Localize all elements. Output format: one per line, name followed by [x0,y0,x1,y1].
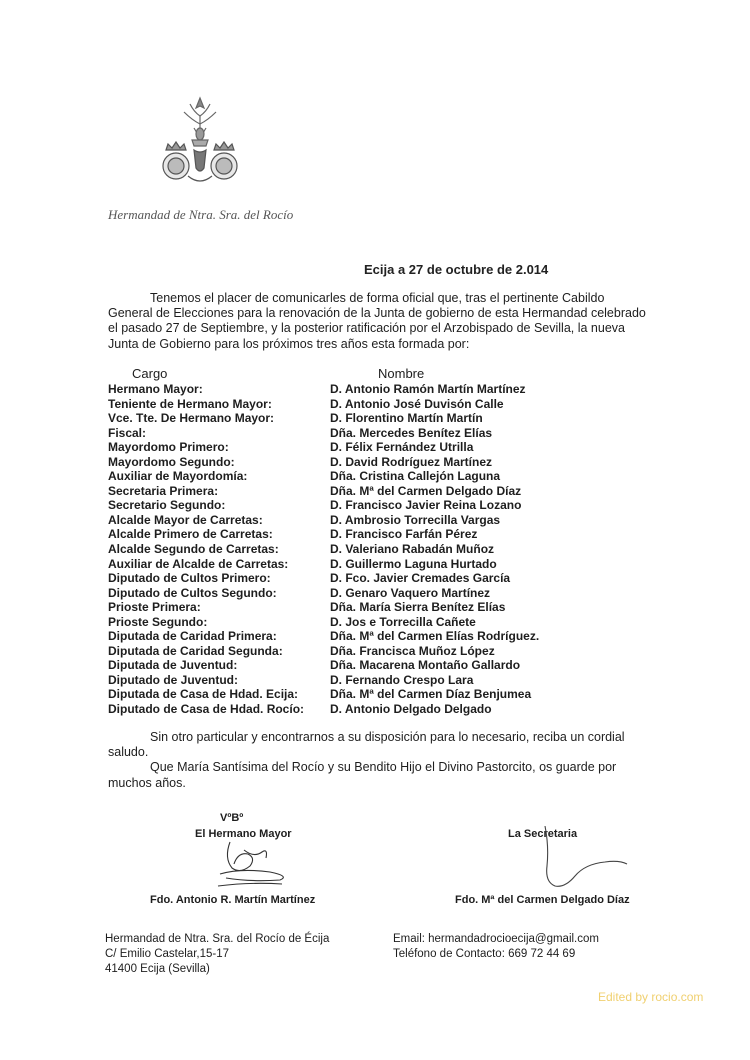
roster-row [108,426,588,441]
roster-row [108,600,588,615]
roster-nombre: Dña. María Sierra Benítez Elías [330,600,506,615]
closing-text-1: Sin otro particular y encontrarnos a su disposición para lo necesario, reciba un cordial saludo. [108,730,625,760]
letter-date: Ecija a 27 de octubre de 2.014 [364,262,549,277]
roster-nombre: D. Jos e Torrecilla Cañete [330,614,476,629]
roster-row [108,702,588,717]
roster-nombre: D. Antonio Ramón Martín Martínez [330,382,526,396]
roster-nombre: Dña. Cristina Callejón Laguna [330,469,501,484]
roster-nombre: D. Valeriano Rabadán Muñoz [330,542,495,557]
roster-cargo: Diputada de Casa de Hdad. Ecija: [108,687,299,702]
roster-cargo: Alcalde Segundo de Carretas: [108,542,279,557]
roster-row [108,615,588,630]
roster-cargo: Hermano Mayor: [108,382,203,396]
board-roster [108,366,588,717]
roster-nombre: D. Francisco Farfán Pérez [330,527,478,542]
editor-watermark: Edited by rocio.com [598,990,704,1004]
roster-cargo: Mayordomo Segundo: [108,454,235,469]
footer-address [105,932,329,977]
roster-nombre: Dña. Mª del Carmen Elías Rodríguez. [330,629,540,644]
roster-row [108,513,588,528]
signer-role-right: La Secretaria [508,828,578,840]
roster-cargo: Diputada de Caridad Primera: [108,629,277,644]
roster-row [108,571,588,586]
roster-row [108,382,588,397]
intro-paragraph [108,291,648,352]
roster-nombre: Dña. Macarena Montaño Gallardo [330,658,521,673]
roster-nombre: Dña. Francisca Muñoz López [330,643,495,658]
roster-cargo: Alcalde Primero de Carretas: [108,527,273,542]
header-nombre: Nombre [378,366,425,381]
roster-nombre: Dña. Mercedes Benítez Elías [330,425,493,440]
roster-cargo: Diputado de Cultos Primero: [108,571,271,586]
roster-cargo: Diputado de Casa de Hdad. Rocío: [108,702,305,717]
roster-cargo: Diputado de Juventud: [108,672,238,687]
roster-row [108,658,588,673]
roster-nombre: D. Guillermo Laguna Hurtado [330,556,497,571]
roster-row [108,397,588,412]
signer-name-right: Fdo. Mª del Carmen Delgado Díaz [455,894,630,906]
roster-cargo: Diputada de Juventud: [108,658,238,673]
roster-cargo: Alcalde Mayor de Carretas: [108,512,263,527]
roster-row [108,527,588,542]
roster-row [108,542,588,557]
roster-row [108,644,588,659]
roster-cargo: Prioste Primera: [108,600,201,615]
contact-phone: Teléfono de Contacto: 669 72 44 69 [393,948,576,960]
roster-cargo: Prioste Segundo: [108,614,208,629]
roster-row [108,557,588,572]
roster-row [108,411,588,426]
roster-nombre: D. Fernando Crespo Lara [330,672,474,687]
roster-nombre: D. Florentino Martín Martín [330,411,483,426]
roster-row [108,498,588,513]
brotherhood-crest-logo [160,94,240,190]
address-line: 41400 Ecija (Sevilla) [105,963,210,975]
header-cargo: Cargo [132,366,168,381]
roster-nombre: D. Francisco Javier Reina Lozano [330,498,522,513]
roster-nombre: Dña. Mª del Carmen Díaz Benjumea [330,687,532,702]
roster-cargo: Vce. Tte. De Hermano Mayor: [108,411,275,426]
approval-mark: VºBº [220,812,244,824]
organization-name: Hermandad de Ntra. Sra. del Rocío [108,207,294,222]
contact-email: Email: hermandadrocioecija@gmail.com [393,933,599,945]
roster-row [108,629,588,644]
roster-row [108,440,588,455]
roster-cargo: Fiscal: [108,425,147,440]
roster-cargo: Auxiliar de Mayordomía: [108,469,248,484]
roster-nombre: D. Ambrosio Torrecilla Vargas [330,512,501,527]
address-line: C/ Emilio Castelar,15-17 [105,948,229,960]
handwritten-signature-left [210,838,300,890]
address-line: Hermandad de Ntra. Sra. del Rocío de Écija [105,933,330,945]
roster-cargo: Teniente de Hermano Mayor: [108,396,272,411]
roster-cargo: Diputada de Caridad Segunda: [108,643,283,658]
roster-nombre: D. Antonio Delgado Delgado [330,702,492,717]
roster-cargo: Auxiliar de Alcalde de Carretas: [108,556,289,571]
roster-cargo: Mayordomo Primero: [108,440,229,455]
intro-text: Tenemos el placer de comunicarles de forma oficial que, tras el pertinente Cabildo General de Elecciones para la renovación de la Junta de gobierno de esta Hermandad celebrado el pasado 27 de Septiembre, y la posterior ratificación por el Arzobispado de Sevilla, la nueva Junta de Gobierno para los próximos tres años esta formada por: [108,291,646,351]
closing-paragraphs [108,730,633,791]
footer-contact [393,932,599,962]
roster-nombre: D. Félix Fernández Utrilla [330,440,474,455]
roster-row [108,469,588,484]
roster-row [108,673,588,688]
roster-cargo: Secretario Segundo: [108,498,226,513]
roster-nombre: Dña. Mª del Carmen Delgado Díaz [330,483,522,498]
roster-nombre: D. Antonio José Duvisón Calle [330,396,504,411]
roster-cargo: Secretaria Primera: [108,483,219,498]
roster-nombre: D. Fco. Javier Cremades García [330,571,511,586]
signer-role-left: El Hermano Mayor [195,828,292,840]
roster-row [108,586,588,601]
roster-header [108,366,588,382]
handwritten-signature-right [515,826,635,896]
roster-row [108,455,588,470]
roster-row [108,687,588,702]
roster-row [108,484,588,499]
roster-nombre: D. Genaro Vaquero Martínez [330,585,491,600]
signer-name-left: Fdo. Antonio R. Martín Martínez [150,894,316,906]
closing-text-2: Que María Santísima del Rocío y su Bendito Hijo el Divino Pastorcito, os guarde por muchos años. [108,760,617,790]
roster-cargo: Diputado de Cultos Segundo: [108,585,277,600]
roster-nombre: D. David Rodríguez Martínez [330,454,493,469]
